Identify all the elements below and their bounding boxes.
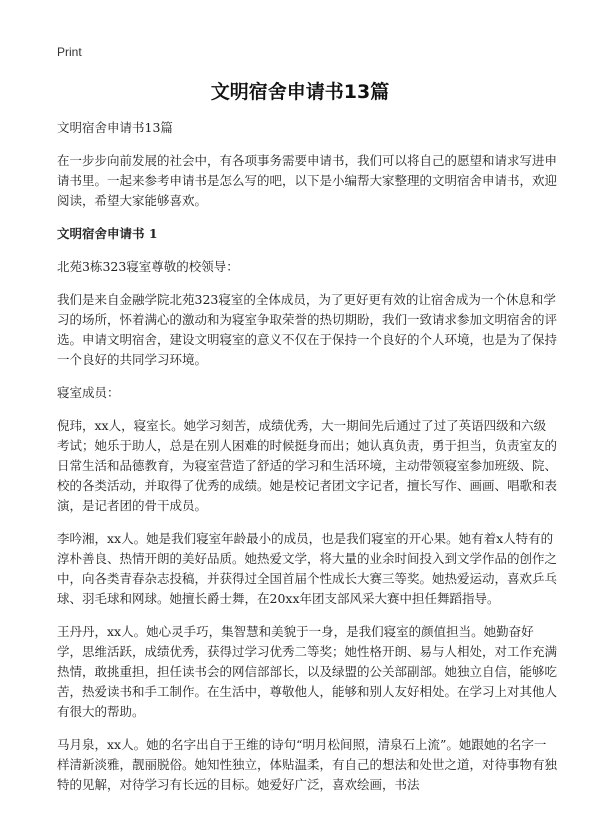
salutation: 北苑3栋323寝室尊敬的校领导：	[57, 259, 239, 274]
members-heading: 寝室成员：	[57, 385, 120, 400]
member-paragraph: 倪玮，xx人，寝室长。她学习刻苦，成绩优秀，大一期间先后通过了过了英语四级和六级考试；她乐于助人，总是在别人困难的时候挺身而出；她认真负责，勇于担当，负责室友的日常生活和品德教育，为寝室营造了舒适的学习和生活环境，主动带领寝室参加班级、院、校的各类活动，并取得了优秀的成绩。她是校记者团文字记者，擅长写作、画画、唱歌和表演，是记者团的骨干成员。	[57, 418, 558, 513]
page-title: 文明宿舍申请书13篇	[210, 81, 390, 103]
member-paragraph: 马月泉，xx人。她的名字出自于王维的诗句“明月松间照，清泉石上流”。她跟她的名字一样清新淡雅，靓丽脱俗。她知性独立，体贴温柔，有自己的想法和处世之道，对待事物有独特的见解，对待学习有长远的目标。她爱好广泛，喜欢绘画，书法	[57, 737, 558, 792]
print-label: Print	[57, 45, 82, 59]
member-paragraph: 李吟湘，xx人。她是我们寝室年龄最小的成员，也是我们寝室的开心果。她有着x人特有的淳朴善良、热情开朗的美好品质。她热爱文学，将大量的业余时间投入到文学作品的创作之中，向各类青春杂志投稿，并获得过全国首届个性成长大赛三等奖。她热爱运动，喜欢乒乓球、羽毛球和网球。她擅长爵士舞，在20xx年团支部风采大赛中担任舞蹈指导。	[57, 531, 558, 606]
document-subtitle: 文明宿舍申请书13篇	[57, 120, 173, 135]
section-heading: 文明宿舍申请书 1	[57, 226, 158, 241]
body-paragraph: 我们是来自金融学院北苑323寝室的全体成员，为了更好更有效的让宿舍成为一个休息和学习的场所，怀着满心的激动和为寝室争取荣誉的热切期盼，我们一致请求参加文明宿舍的评选。申请文明宿舍，建设文明寝室的意义不仅在于保持一个良好的个人环境，也是为了保持一个良好的共同学习环境。	[57, 292, 558, 367]
intro-paragraph: 在一步步向前发展的社会中，有各项事务需要申请书，我们可以将自己的愿望和请求写进申请书里。一起来参考申请书是怎么写的吧，以下是小编帮大家整理的文明宿舍申请书，欢迎阅读，希望大家能够喜欢。	[57, 153, 558, 208]
document-body	[57, 118, 557, 808]
member-paragraph: 王丹丹，xx人。她心灵手巧，集智慧和美貌于一身，是我们寝室的颜值担当。她勤奋好学，思维活跃，成绩优秀，获得过学习优秀二等奖；她性格开朗、易与人相处，对工作充满热情，敢挑重担，担任读书会的网信部部长，以及绿盟的公关部副部。她独立自信，能够吃苦，热爱读书和手工制作。在生活中，尊敬他人，能够和别人友好相处。在学习上对其他人有很大的帮助。	[57, 624, 558, 719]
